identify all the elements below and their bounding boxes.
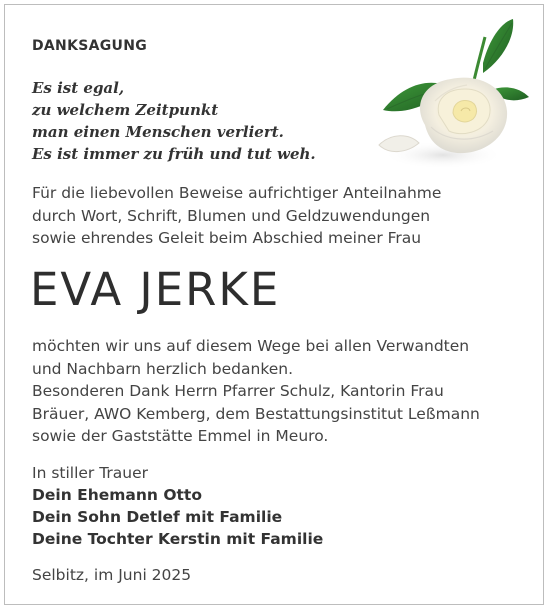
place-date: Selbitz, im Juni 2025 (32, 566, 192, 584)
quote-line: man einen Menschen verliert. (32, 123, 284, 141)
thanks-line: Besonderen Dank Herrn Pfarrer Schulz, Kantorin Frau (32, 382, 444, 400)
white-rose-icon (373, 15, 538, 175)
deceased-name: EVA JERKE (30, 263, 281, 316)
thanks-line: sowie der Gaststätte Emmel in Meuro. (32, 427, 329, 445)
thanks-line: möchten wir uns auf diesem Wege bei allen Verwandten (32, 337, 470, 355)
thanks-line: und Nachbarn herzlich bedanken. (32, 359, 294, 378)
intro-paragraph (32, 182, 441, 250)
intro-line: Für die liebevollen Beweise aufrichtiger Anteilnahme (32, 184, 442, 202)
quote (32, 77, 316, 165)
heading: DANKSAGUNG (32, 38, 148, 54)
quote-line: Es ist immer zu früh und tut weh. (32, 145, 316, 163)
signoff-intro: In stiller Trauer (32, 464, 149, 482)
intro-line: sowie ehrendes Geleit beim Abschied meiner Frau (32, 229, 422, 247)
mourner: Deine Tochter Kerstin mit Familie (32, 530, 324, 548)
quote-line: Es ist egal, (32, 79, 125, 97)
mourner: Dein Ehemann Otto (32, 486, 202, 504)
signoff (32, 462, 323, 550)
obituary-notice (4, 4, 544, 605)
thanks-paragraph (32, 335, 480, 448)
thanks-line: Bräuer, AWO Kemberg, dem Bestattungsinstitut Leßmann (32, 404, 480, 423)
quote-line: zu welchem Zeitpunkt (32, 101, 219, 119)
mourner: Dein Sohn Detlef mit Familie (32, 508, 283, 526)
intro-line: durch Wort, Schrift, Blumen und Geldzuwendungen (32, 206, 431, 225)
